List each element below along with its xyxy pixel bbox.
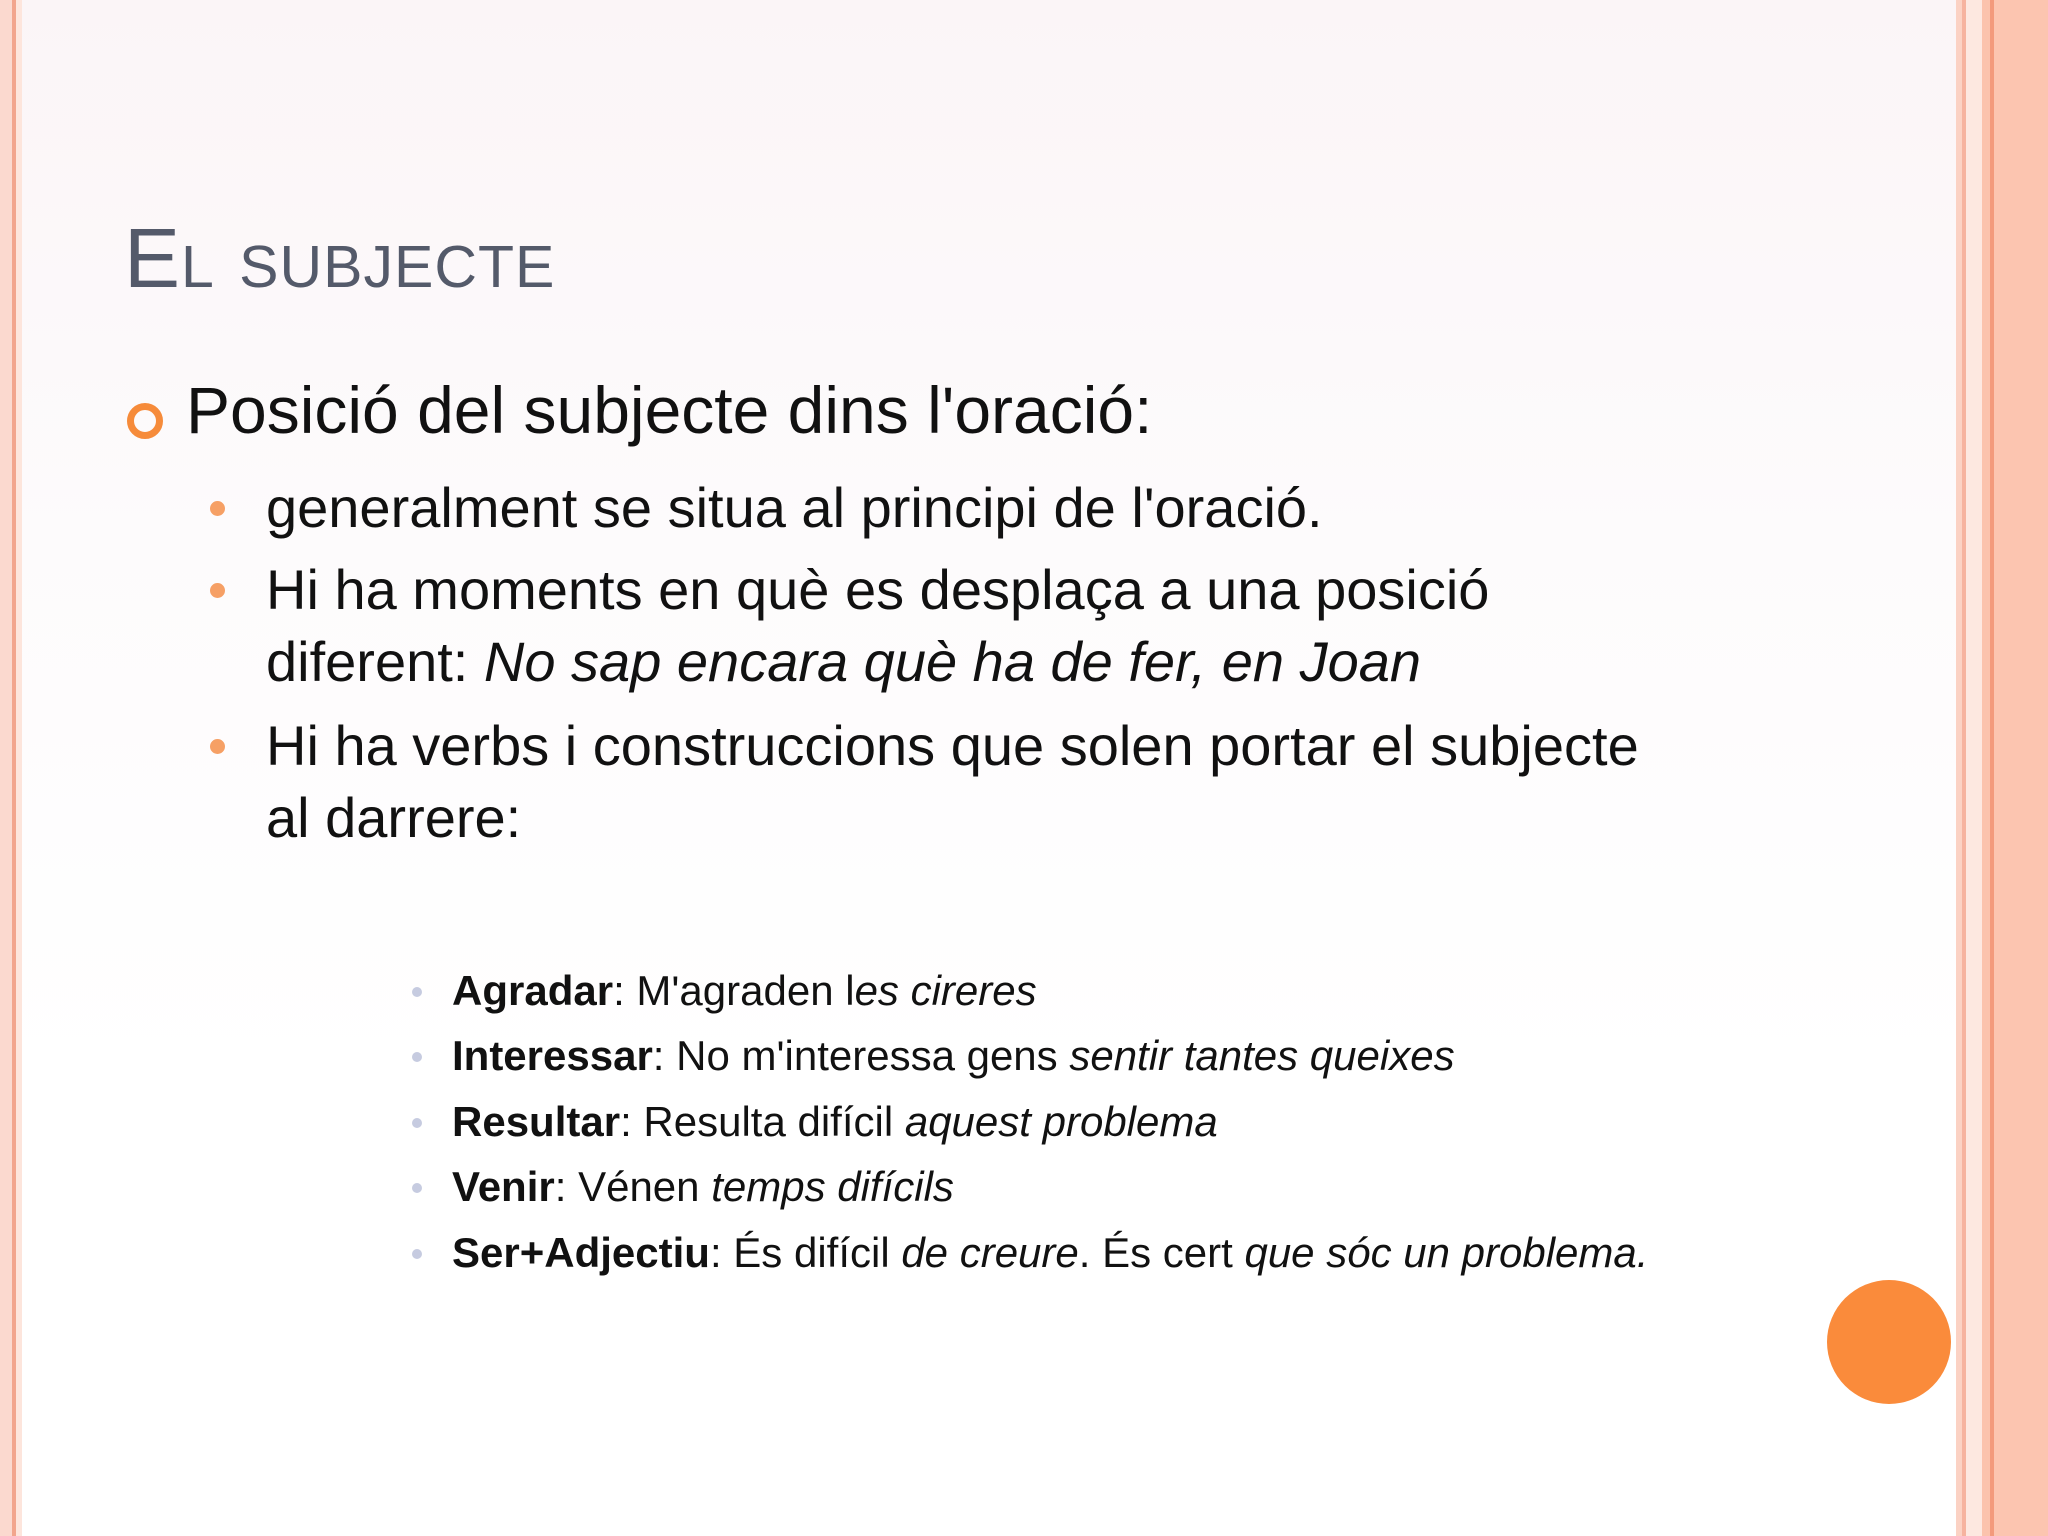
example-text xyxy=(452,1096,1218,1148)
example-separator: : xyxy=(613,967,637,1014)
example-text xyxy=(452,1161,954,1213)
right-border-stripe xyxy=(1966,0,1982,1536)
example-plain: No m'interessa gens xyxy=(676,1032,1070,1079)
example-verb: Interessar xyxy=(452,1032,653,1079)
right-border-stripe xyxy=(1982,0,1990,1536)
example-separator: : xyxy=(709,1229,734,1276)
example-verb: Resultar xyxy=(452,1098,621,1145)
example-verb: Agradar xyxy=(452,967,614,1014)
sub-bullet-line xyxy=(266,626,1421,698)
ring-bullet-icon xyxy=(127,403,163,439)
slide-title: El subjecte xyxy=(124,211,556,305)
sub-bullet-line: al darrere: xyxy=(266,786,522,849)
example-plain: És difícil xyxy=(733,1229,902,1276)
bullet-dot-icon xyxy=(210,583,225,598)
example-separator: : xyxy=(554,1163,579,1210)
left-border-stripe xyxy=(0,0,12,1536)
small-bullet-icon xyxy=(412,1118,422,1128)
sub-bullet-text: generalment se situa al principi de l'oració. xyxy=(266,476,1323,539)
small-bullet-icon xyxy=(412,1052,422,1062)
example-plain: M'agraden l xyxy=(636,967,855,1014)
sub-bullet-line: Hi ha verbs i construccions que solen portar el subjecte xyxy=(266,714,1639,777)
sub-bullet-example: No sap encara què ha de fer, en Joan xyxy=(483,630,1422,693)
bullet-dot-icon xyxy=(210,739,225,754)
example-italic: temps difícils xyxy=(711,1163,954,1210)
right-border-stripe xyxy=(1994,0,2048,1536)
sub-bullet-plain: diferent: xyxy=(266,630,484,693)
small-bullet-icon xyxy=(412,987,422,997)
example-italic: sentir tantes queixes xyxy=(1069,1032,1455,1079)
decorative-circle xyxy=(1827,1280,1951,1404)
small-bullet-icon xyxy=(412,1249,422,1259)
example-text xyxy=(452,965,1037,1017)
example-italic: es cireres xyxy=(854,967,1037,1014)
bullet-dot-icon xyxy=(210,501,225,516)
example-separator: : xyxy=(620,1098,644,1145)
example-italic: que sóc un problema. xyxy=(1244,1229,1649,1276)
example-plain: . És cert xyxy=(1078,1229,1245,1276)
example-text xyxy=(452,1030,1455,1082)
example-plain: Resulta difícil xyxy=(643,1098,905,1145)
example-separator: : xyxy=(652,1032,677,1079)
small-bullet-icon xyxy=(412,1183,422,1193)
left-border-stripe xyxy=(16,0,22,1536)
example-italic: aquest problema xyxy=(904,1098,1218,1145)
example-verb: Ser+Adjectiu xyxy=(452,1229,710,1276)
sub-bullet-line: Hi ha moments en què es desplaça a una posició xyxy=(266,558,1490,621)
example-text xyxy=(452,1227,1648,1279)
example-verb: Venir xyxy=(452,1163,555,1210)
example-italic: de creure xyxy=(901,1229,1079,1276)
main-bullet-text: Posició del subjecte dins l'oració: xyxy=(186,373,1153,447)
example-plain: Vénen xyxy=(578,1163,712,1210)
